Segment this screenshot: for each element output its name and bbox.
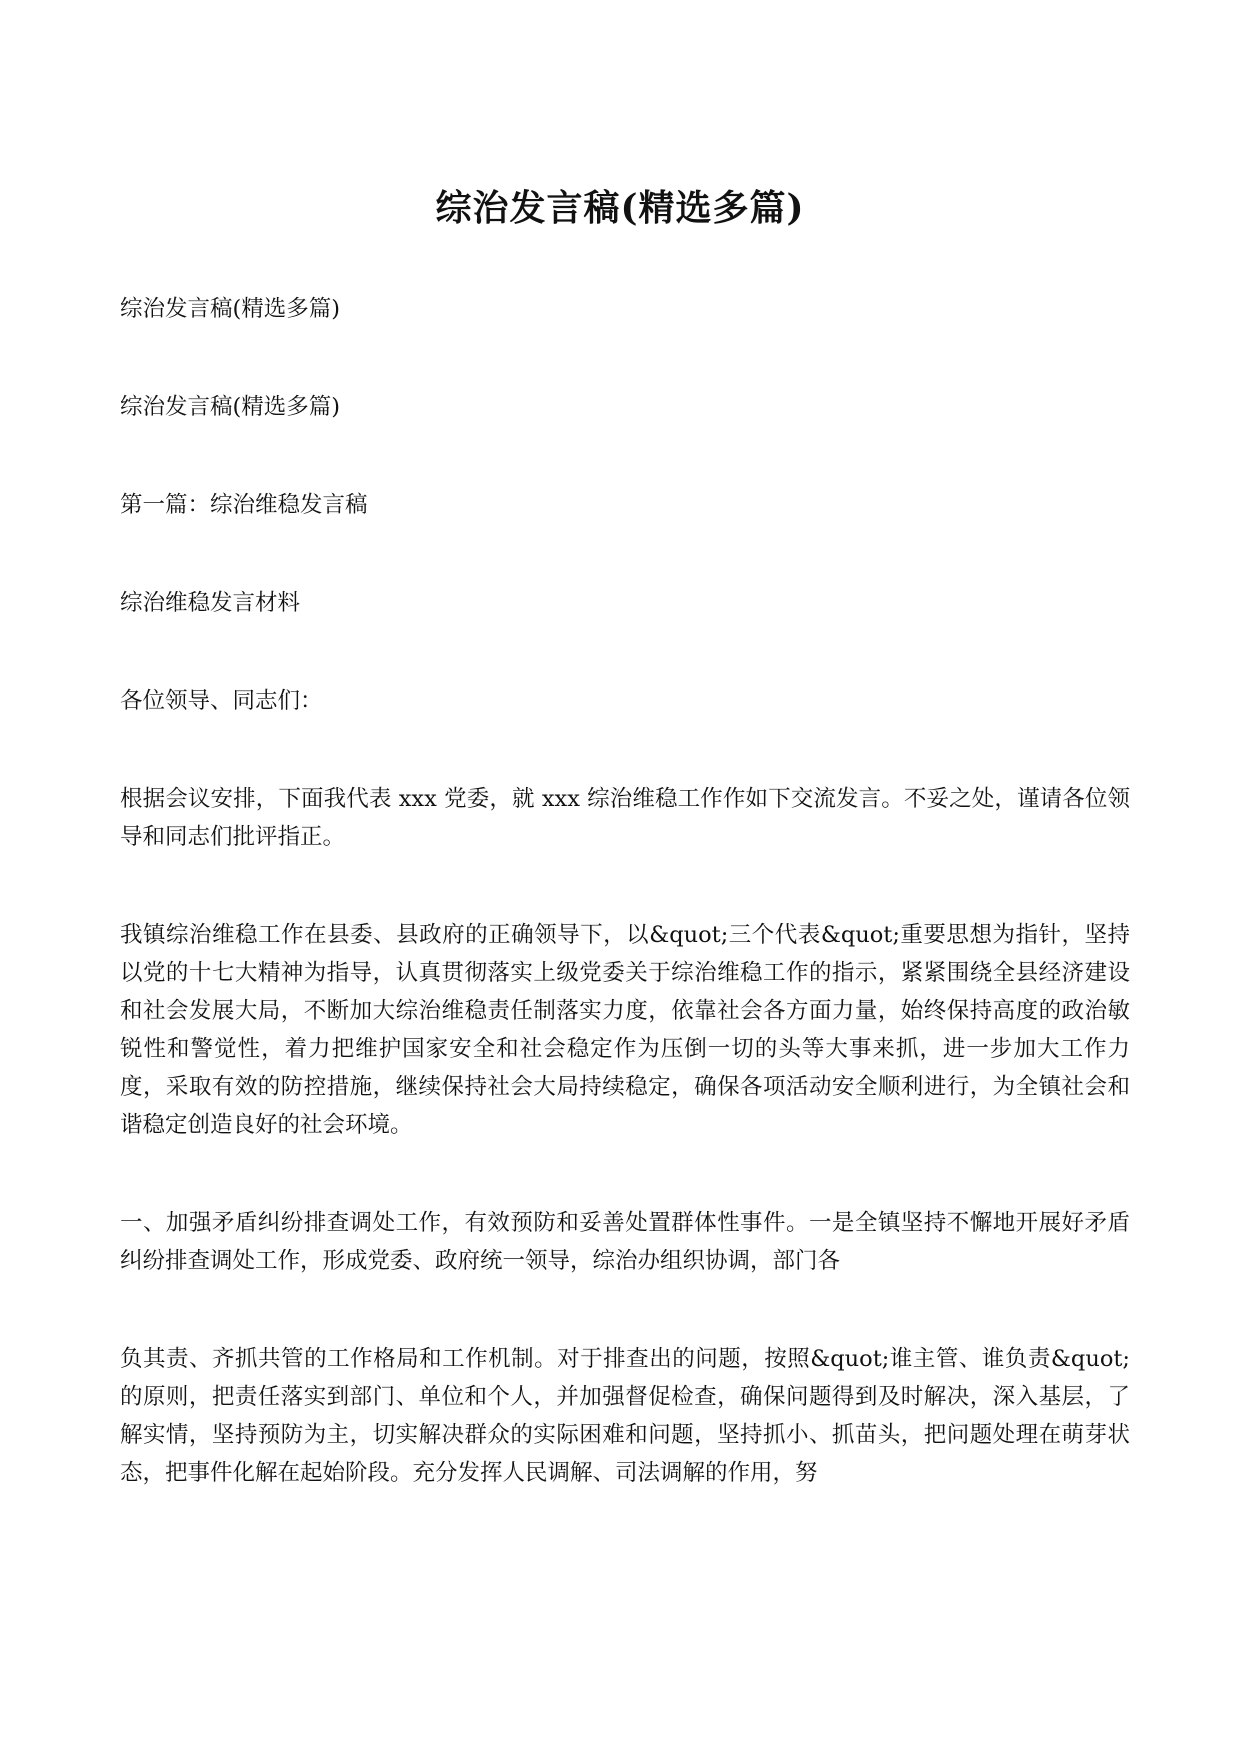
paragraph: 一、加强矛盾纠纷排查调处工作，有效预防和妥善处置群体性事件。一是全镇坚持不懈地开展好矛盾纠纷排查调处工作，形成党委、政府统一领导，综治办组织协调，部门各 <box>120 1210 1130 1274</box>
paragraph: 负其责、齐抓共管的工作格局和工作机制。对于排查出的问题，按照&quot;谁主管、谁负责&quot;的原则，把责任落实到部门、单位和个人，并加强督促检查，确保问题得到及时解决，深入基层，了解实情，坚持预防为主，切实解决群众的实际困难和问题，坚持抓小、抓苗头，把问题处理在萌芽状态，把事件化解在起始阶段。充分发挥人民调解、司法调解的作用，努 <box>120 1346 1130 1486</box>
paragraph: 根据会议安排，下面我代表 xxx 党委，就 xxx 综治维稳工作作如下交流发言。不妥之处，谨请各位领导和同志们批评指正。 <box>120 786 1130 850</box>
paragraph: 综治发言稿(精选多篇) <box>120 394 341 420</box>
paragraph: 综治维稳发言材料 <box>120 590 301 616</box>
paragraph: 我镇综治维稳工作在县委、县政府的正确领导下，以&quot;三个代表&quot;重要思想为指针，坚持以党的十七大精神为指导，认真贯彻落实上级党委关于综治维稳工作的指示，紧紧围绕全县经济建设和社会发展大局，不断加大综治维稳责任制落实力度，依靠社会各方面力量，始终保持高度的政治敏锐性和警觉性，着力把维护国家安全和社会稳定作为压倒一切的头等大事来抓，进一步加大工作力度，采取有效的防控措施，继续保持社会大局持续稳定，确保各项活动安全顺利进行，为全镇社会和谐稳定创造良好的社会环境。 <box>120 922 1130 1138</box>
paragraph: 各位领导、同志们： <box>120 688 323 714</box>
paragraph: 第一篇：综治维稳发言稿 <box>120 492 368 518</box>
paragraph: 综治发言稿(精选多篇) <box>120 296 341 322</box>
document-title: 综治发言稿(精选多篇) <box>435 187 805 230</box>
document-body <box>120 290 1130 1552</box>
